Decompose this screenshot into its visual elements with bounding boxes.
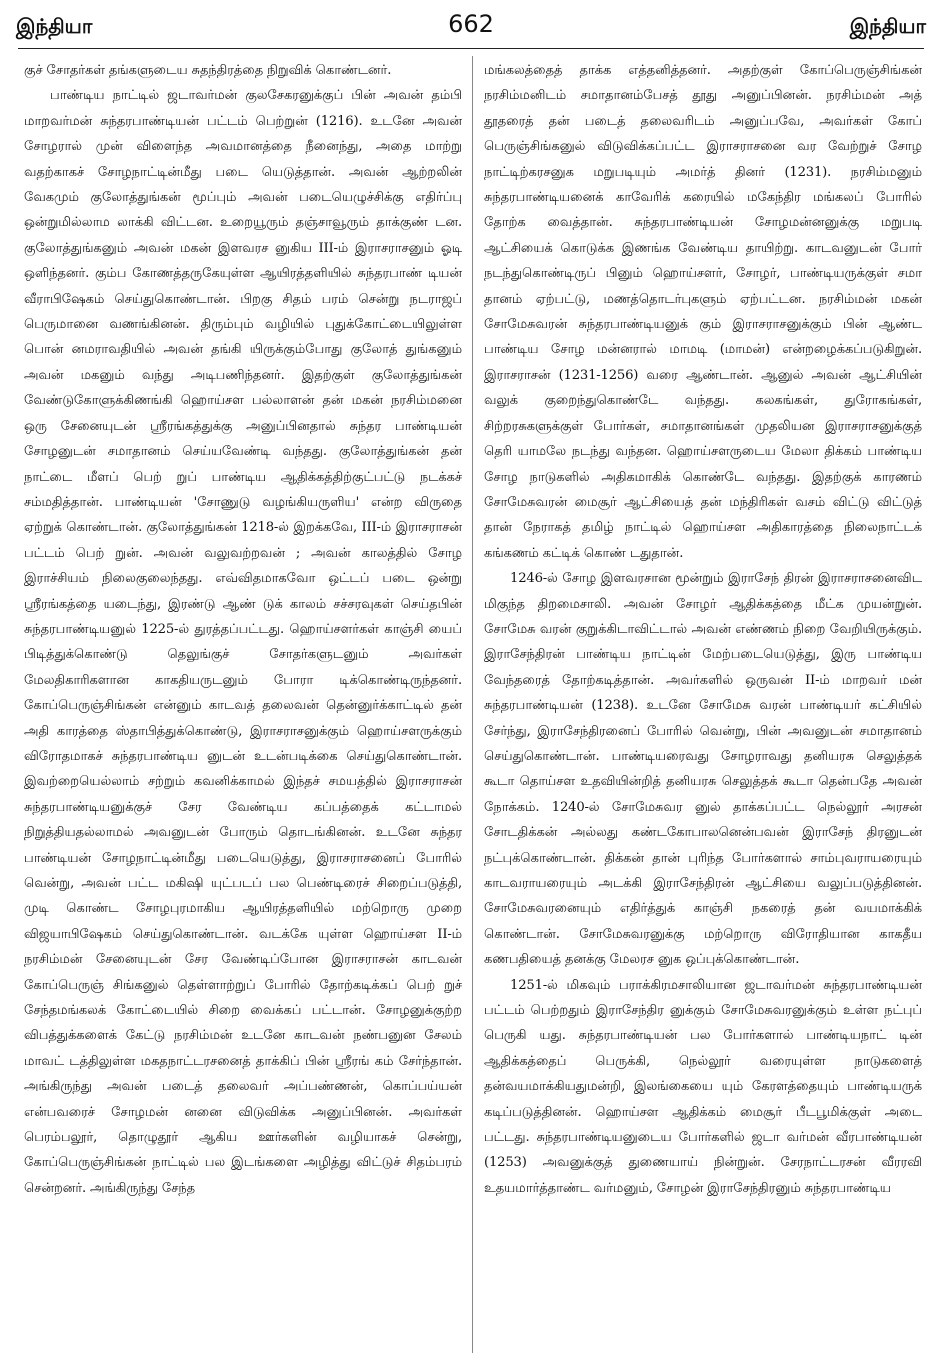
page-number: 662 xyxy=(448,10,494,38)
left-column xyxy=(24,58,462,1201)
paragraph: 1246-ல் சோழ இளவரசான மூன்றும் இராசேந் திரன் இராசராசனைவிட மிகுந்த திறமைசாலி. அவன் சோழர் ஆதிக்கத்தை மீட்க முயன்றுன். சோமேசு வரன் குறுக்கிடாவிட்டால் அவன் எண்ணம் நிறை வேறியிருக்கும். இராசேந்திரன் பாண்டிய நாட்டின் மேற்படையெடுத்து, இரு பாண்டிய வேந்தரைத் தோற்கடித்தான். அவர்களில் ஒருவன் II-ம் மாறவர் மன் சுந்தரபாண்டியன் (1238). உடனே சோமேசு வரன் பாண்டியர் கட்சியில் சேர்ந்து, இராசேந்திரனைப் போரில் வென்று, பின் அவனுடன் சமாதானம் செய்துகொண்டான். பாண்டியரைவது சோழராவது தனியரசு செலுத்தக் கூடா தொய்சள உதவியின்றித் தனியரசு செலுத்தக் கூடா தென்பதே அவன் நோக்கம். 1240-ல் சோமேசுவர னுல் தாக்கப்பட்ட நெல்லூர் அரசன் சோடதிக்கன் அல்லது கண்டகோபாலனென்பவன் இராசேந் திரனுடன் நட்புக்கொண்டான். திக்கன் தான் புரிந்த போர்களால் சாம்புவராயரையும் காடவராயரையும் அடக்கி இராசேந்திரன் ஆட்சியை வலுப்படுத்தினன். சோமேசுவரனையும் எதிர்த்துக் காஞ்சி நகரைத் தன் வயமாக்கிக் கொண்டான். சோமேசுவரனுக்கு மற்றொரு விரோதியான காகதீய கணபதியைத் தனக்கு மேலரச னுக ஒப்புக்கொண்டான். xyxy=(484,571,922,968)
column-divider xyxy=(472,56,473,1353)
paragraph: பாண்டிய நாட்டில் ஜடாவர்மன் குலசேகரனுக்குப் பின் அவன் தம்பி மாறவர்மன் சுந்தரபாண்டியன் பட்டம் பெற்றுன் (1216). உடனே அவன் சோழரால் முன் விளைந்த அவமானத்தை நீனைந்து, அதை மாற்று வதற்காகச் சோழநாட்டின்மீது படை யெடுத்தான். அவன் ஆற்றலின் வேகமும் குலோத்துங்கன் மூப்பும் அவன் படையெழுச்சிக்கு எதிர்ப்பு ஒன்றுமில்லாம லாக்கி விட்டன. உறையூரும் தஞ்சாவூரும் தாக்குண் டன. குலோத்துங்கனும் அவன் மகன் இளவரச னுகிய III-ம் இராசராசனும் ஓடி ஒளிந்தனர். கும்ப கோணத்தருகேயுள்ள ஆயிரத்தளியில் சுந்தரபாண் டியன் வீராபிஷேகம் செய்துகொண்டான். பிறகு சிதம் பரம் சென்று நடராஜப் பெருமானை வணங்கினன். திரும்பும் வழியில் புதுக்கோட்டையிலுள்ள பொன் னமராவதியில் அவன் தங்கி யிருக்கும்போது குலோத் துங்கனும் அவன் மகனும் வந்து அடிபணிந்தனர். இதற்குள் குலோத்துங்கன் வேண்டுகோளுக்கிணங்கி ஹொய்சள பல்லாளன் தன் மகன் நரசிம்மனை ஒரு சேனையுடன் ஸ்ரீரங்கத்துக்கு அனுப்பினதால் சுந்தர பாண்டியன் சோழனுடன் சமாதானம் செய்யவேண்டி வந்தது. குலோத்துங்கன் தன் நாட்டை மீளப் பெற் றுப் பாண்டிய ஆதிக்கத்திற்குட்பட்டு நடக்கச் சம்மதித்தான். பாண்டியன் 'சோணுடு வழங்கியருளிய' என்ற விருதை ஏற்றுக் கொண்டான். குலோத்துங்கன் 1218-ல் இறக்கவே, III-ம் இராசராசன் பட்டம் பெற் றுன். அவன் வலுவற்றவன் ; அவன் காலத்தில் சோழ இராச்சியம் நிலைகுலைந்தது. எவ்விதமாகவோ ஒட்டப் படை ஒன்று ஸ்ரீரங்கத்தை யடைந்து, இரண்டு ஆண் டுக் காலம் சச்சரவுகள் செய்தபின் சுந்தரபாண்டியனுல் 1225-ல் துரத்தப்பட்டது. ஹொய்சளர்கள் காஞ்சி யைப் பிடித்துக்கொண்டு தெலுங்குச் சோதர்களுடனும் அவர்கள் மேலதிகாரிகளான காகதியருடனும் போரா டிக்கொண்டிருந்தனர். கோப்பெருஞ்சிங்கன் என்னும் காடவத் தலைவன் தென்னுர்க்காட்டில் தன் அதி காரத்தை ஸ்தாபித்துக்கொண்டு, இராசராசனுக்கும் ஹொய்சளருக்கும் விரோதமாகச் சுந்தரபாண்டிய னுடன் உடன்படிக்கை செய்துகொண்டான். இவற்றையெல்லாம் சற்றும் கவனிக்காமல் இந்தச் சமயத்தில் இராசராசன் சுந்தரபாண்டியனுக்குச் சேர வேண்டிய கப்பத்தைக் கட்டாமல் நிறுத்தியதல்லாமல் அவனுடன் போரும் தொடங்கினன். உடனே சுந்தர பாண்டியன் சோழநாட்டின்மீது படையெடுத்து, இராசராசனைப் போரில் வென்று, அவன் பட்ட மகிஷி யுட்படப் பல பெண்டிரைச் சிறைப்படுத்தி, முடி கொண்ட சோழபுரமாகிய ஆயிரத்தளியில் மற்றொரு முறை விஜயாபிஷேகம் செய்துகொண்டான். வடக்கே யுள்ள ஹொய்சள II-ம் நரசிம்மன் சேனையுடன் சேர வேண்டிப்போன இராசராசன் காடவன் கோப்பெருஞ் சிங்கனுல் தெள்ளாற்றுப் போரில் தோற்கடிக்கப் பெற் றுச் சேந்தமங்கலக் கோட்டையில் சிறை வைக்கப் பட்டான். சோழனுக்குற்ற விபத்துக்களைக் கேட்டு நரசிம்மன் உடனே காடவன் நண்பனுன சேலம் மாவட் டத்திலுள்ள மகதநாட்டரசனைத் தாக்கிப் பின் ஸ்ரீரங் கம் சேர்ந்தான். அங்கிருந்து அவன் படைத் தலைவர் அப்பண்ணன், கொப்பய்யன் என்பவரைச் சோழமன் னனை விடுவிக்க அனுப்பினன். அவர்கள் பெரம்பலூர், தொழுதூர் ஆகிய ஊர்களின் வழியாகச் சென்று, கோப்பெருஞ்சிங்கன் நாட்டில் பல இடங்களை அழித்து விட்டுச் சிதம்பரம் சென்றனர். அங்கிருந்து சேந்த xyxy=(24,88,462,1196)
running-head-right: இந்தியா xyxy=(849,14,926,38)
paragraph: மங்கலத்தைத் தாக்க எத்தனித்தனர். அதற்குள் கோப்பெருஞ்சிங்கன் நரசிம்மனிடம் சமாதானம்பேசத் தூது அனுப்பினன். நரசிம்மன் அத் தூதரைத் தன் படைத் தலைவரிடம் அனுப்பவே, அவர்கள் கோப் பெருஞ்சிங்கனுல் விடுவிக்கப்பட்ட இராசராசனை வர வேற்றுச் சோழ நாட்டிற்கரசனுக மறுபடியும் அமர்த் தினர் (1231). நரசிம்மனும் சுந்தரபாண்டியனைக் காவேரிக் கரையில் மகேந்திர மங்கலப் போரில் தோற்க வைத்தான். சுந்தரபாண்டியன் சோழமன்னனுக்கு மறுபடி ஆட்சியைக் கொடுக்க இணங்க வேண்டிய தாயிற்று. காடவனுடன் போர் நடந்துகொண்டிருப் பினும் ஹொய்சளர், சோழர், பாண்டியருக்குள் சமா தானம் ஏற்பட்டு, மணத்தொடர்புகளும் ஏற்பட்டன. நரசிம்மன் மகன் சோமேசுவரன் சுந்தரபாண்டியனுக் கும் இராசராசனுக்கும் பின் ஆண்ட பாண்டிய சோழ மன்னரால் மாமடி (மாமன்) என்றழைக்கப்படுகிறுன். இராசராசன் (1231-1256) வரை ஆண்டான். ஆனுல் அவன் ஆட்சியின் வலுக் குறைந்துகொண்டே வந்தது. கலகங்கள், துரோகங்கள், சிற்றரசுகளுக்குள் போர்கள், சமாதானங்கள் முதலியன இராசராசனுக்குத் தெரி யாமலே நடந்து வந்தன. ஹொய்சளருடைய மேலா திக்கம் பாண்டிய சோழ நாடுகளில் அதிகமாகிக் கொண்டே வந்தது. இதற்குக் காரணம் சோமேசுவரன் மைசூர் ஆட்சியைத் தன் மந்திரிகள் வசம் விட்டு விட்டுத் தான் நேராகத் தமிழ் நாட்டில் ஹொய்சள அதிகாரத்தை நிலைநாட்டக் கங்கணம் கட்டிக் கொண் டதுதான். xyxy=(484,63,922,561)
header-rule xyxy=(18,48,924,49)
running-head-left: இந்தியா xyxy=(16,14,93,38)
right-column xyxy=(484,58,922,1201)
paragraph: 1251-ல் மிகவும் பராக்கிரமசாலியான ஜடாவர்மன் சுந்தரபாண்டியன் பட்டம் பெற்றதும் இராசேந்திர னுக்கும் சோமேசுவரனுக்கும் உள்ள நட்புப் பெருகி யது. சுந்தரபாண்டியன் பல போர்களால் பாண்டியநாட் டின் ஆதிக்கத்தைப் பெருக்கி, நெல்லூர் வரையுள்ள நாடுகளைத் தன்வயமாக்கியதுமன்றி, இலங்கையை யும் கேரளத்தையும் பாண்டியருக் கடிப்படுத்தினன். ஹொய்சள ஆதிக்கம் மைசூர் பீடபூமிக்குள் அடை பட்டது. சுந்தரபாண்டியனுடைய போர்களில் ஜடா வர்மன் வீரபாண்டியன் (1253) அவனுக்குத் துணையாய் நின்றுன். சேரநாட்டரசன் வீரரவி உதயமார்த்தாண்ட வர்மனும், சோழன் இராசேந்திரனும் சுந்தரபாண்டிய xyxy=(484,977,922,1196)
paragraph: குச் சோதர்கள் தங்களுடைய சுதந்திரத்தை நிறுவிக் கொண்டனர். xyxy=(24,63,392,78)
page-header xyxy=(16,10,926,50)
